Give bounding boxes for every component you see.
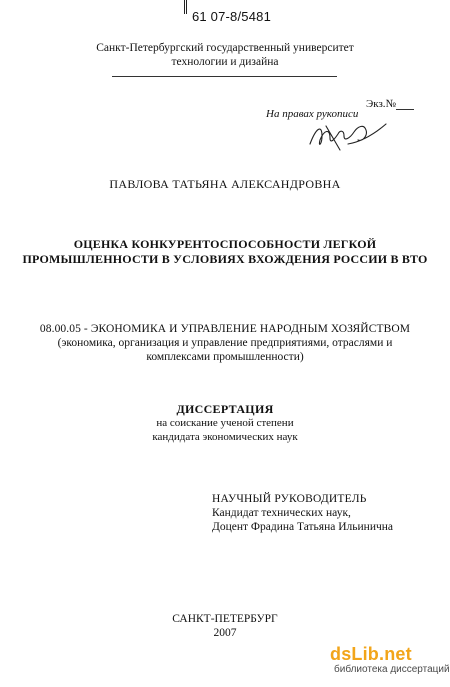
supervisor-name: Доцент Фрадина Татьяна Ильинична [212,521,394,533]
supervisor-block [212,492,393,534]
handwritten-signature [300,114,390,156]
city: САНКТ-ПЕТЕРБУРГ [172,613,278,625]
inventory-label: Экз.№ [366,98,397,110]
watermark [330,644,448,676]
watermark-brand-tld: .net [379,644,412,664]
specialty-detail-line-2: комплексами промышленности) [146,351,304,363]
city-year-block [0,612,450,640]
watermark-brand [330,644,448,664]
watermark-brand-name: dsLib [330,644,379,664]
specialty-detail-line-1: (экономика, организация и управление предприятиями, отраслями и [57,337,393,349]
university-name [0,41,450,69]
barcode-mark [184,0,188,14]
supervisor-heading: НАУЧНЫЙ РУКОВОДИТЕЛЬ [212,493,367,505]
university-line-1: Санкт-Петербургский государственный университет [96,42,354,54]
rights-note: На правах рукописи [266,108,359,120]
year: 2007 [213,627,237,639]
watermark-tagline: библиотека диссертаций [334,664,450,675]
document-type: ДИССЕРТАЦИЯ [176,402,274,416]
degree-line-2: кандидата экономических наук [152,431,298,443]
title-line-1: ОЦЕНКА КОНКУРЕНТОСПОСОБНОСТИ ЛЕГКОЙ [73,237,377,251]
title-line-2: ПРОМЫШЛЕННОСТИ В УСЛОВИЯХ ВХОЖДЕНИЯ РОССИИ В ВТО [22,252,428,266]
header-divider [112,76,337,77]
supervisor-degree: Кандидат технических наук, [212,507,351,519]
specialty-block [0,322,450,364]
inventory-blank-line [396,109,414,110]
registration-number: 61 07-8/5481 [192,9,272,24]
specialty-code-line: 08.00.05 - ЭКОНОМИКА И УПРАВЛЕНИЕ НАРОДНЫМ ХОЗЯЙСТВОМ [39,323,411,335]
degree-block [0,416,450,444]
dissertation-title [0,237,450,267]
author-name: ПАВЛОВА ТАТЬЯНА АЛЕКСАНДРОВНА [109,177,341,191]
university-line-2: технологии и дизайна [171,56,279,68]
degree-line-1: на соискание ученой степени [156,417,294,429]
